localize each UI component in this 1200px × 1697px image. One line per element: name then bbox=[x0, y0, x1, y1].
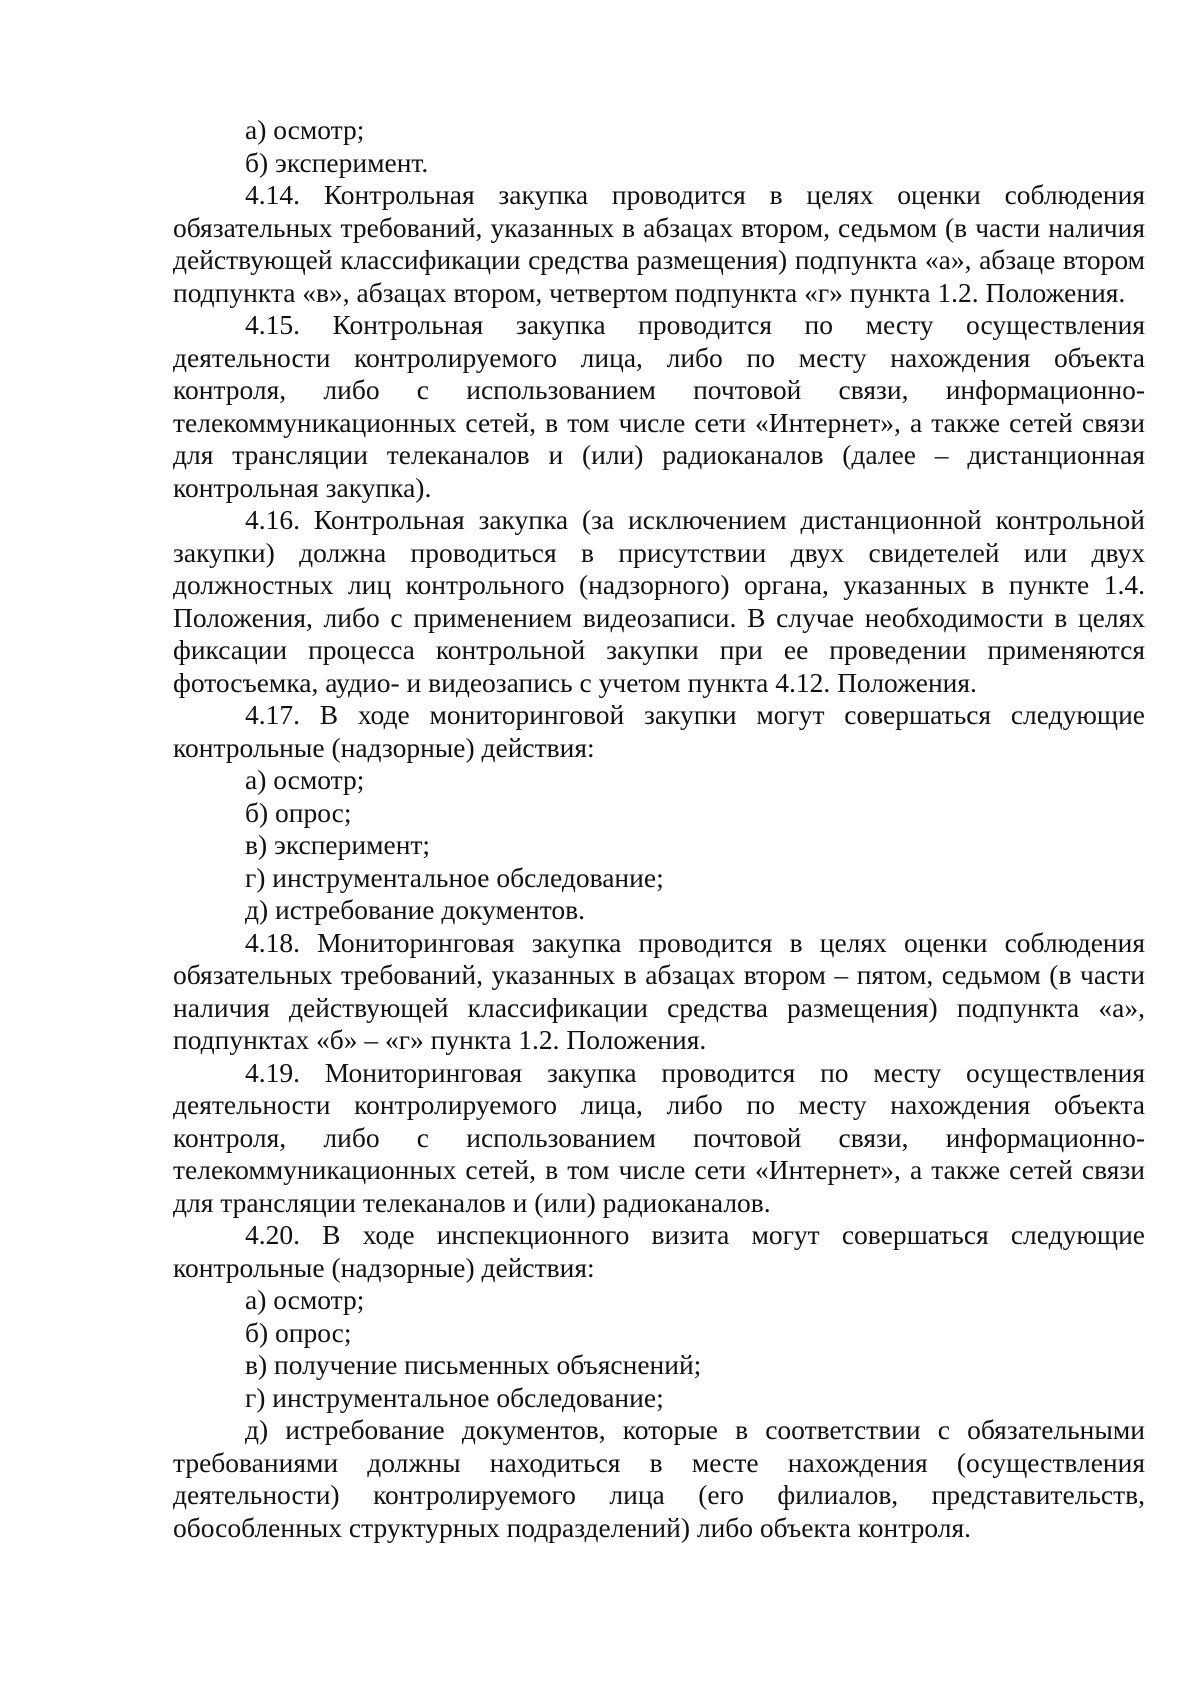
paragraph-4-16: 4.16. Контрольная закупка (за исключением дистанционной контрольной закупки) должна проводиться в присутствии двух свидетелей или двух должностных лиц контрольного (надзорного) органа, указанных в пункте 1.4. Положения, либо с применением видеозаписи. В случае необходимости в целях фиксации процесса контрольной закупки при ее проведении применяются фотосъемка, аудио- и видеозапись с учетом пункта 4.12. Положения. bbox=[173, 504, 1145, 698]
list-item-a-2: а) осмотр; bbox=[245, 1284, 365, 1315]
list-item-g-2: г) инструментальное обследование; bbox=[245, 1381, 664, 1413]
paragraph-4-15: 4.15. Контрольная закупка проводится по месту осуществления деятельности контролируемого лица, либо по месту нахождения объекта контроля, либо с использованием почтовой связи, информационно-телекоммуникационных сетей, в том числе сети «Интернет», а также сетей связи для трансляции телеканалов и (или) радиоканалов (далее – дистанционная контрольная закупка). bbox=[173, 309, 1145, 503]
list-item-g: г) инструментальное обследование; bbox=[245, 861, 664, 893]
list-item-a: а) осмотр; bbox=[245, 764, 365, 795]
paragraph-4-18: 4.18. Мониторинговая закупка проводится в целях оценки соблюдения обязательных требований, указанных в абзацах втором – пятом, седьмом (в части наличия действующей классификации средства размещения) подпункта «а», подпунктах «б» – «г» пункта 1.2. Положения. bbox=[173, 926, 1145, 1055]
list-item-b-eksperiment: б) эксперимент. bbox=[245, 146, 429, 178]
paragraph-4-19: 4.19. Мониторинговая закупка проводится по месту осуществления деятельности контролируемого лица, либо по месту нахождения объекта контроля, либо с использованием почтовой связи, информационно-телекоммуникационных сетей, в том числе сети «Интернет», а также сетей связи для трансляции телеканалов и (или) радиоканалов. bbox=[173, 1056, 1145, 1218]
list-item-a-osmotr: а) осмотр; bbox=[245, 114, 365, 145]
list-item-b-2: б) опрос; bbox=[245, 1316, 352, 1348]
list-item-d: д) истребование документов. bbox=[245, 894, 586, 925]
document-body bbox=[173, 114, 1145, 1544]
paragraph-4-17: 4.17. В ходе мониторинговой закупки могут совершаться следующие контрольные (надзорные) действия: bbox=[173, 699, 1145, 763]
list-item-v: в) эксперимент; bbox=[245, 829, 431, 860]
paragraph-4-14: 4.14. Контрольная закупка проводится в целях оценки соблюдения обязательных требований, указанных в абзацах втором, седьмом (в части наличия действующей классификации средства размещения) подпункта «а», абзаце втором подпункта «в», абзацах втором, четвертом подпункта «г» пункта 1.2. Положения. bbox=[173, 179, 1145, 308]
list-item-b: б) опрос; bbox=[245, 796, 352, 828]
paragraph-4-20: 4.20. В ходе инспекционного визита могут совершаться следующие контрольные (надзорные) действия: bbox=[173, 1219, 1145, 1283]
list-item-d-2: д) истребование документов, которые в соответствии с обязательными требованиями должны находиться в месте нахождения (осуществления деятельности) контролируемого лица (его филиалов, представительств, обособленных структурных подразделений) либо объекта контроля. bbox=[173, 1414, 1145, 1543]
list-item-v-2: в) получение письменных объяснений; bbox=[245, 1349, 702, 1380]
